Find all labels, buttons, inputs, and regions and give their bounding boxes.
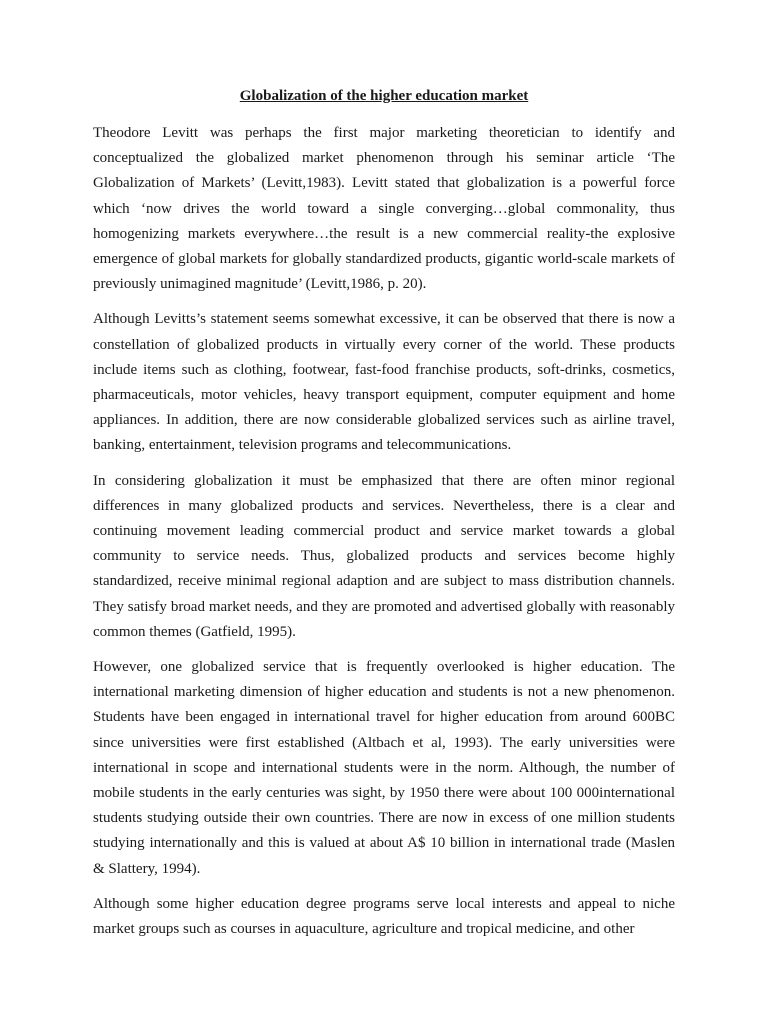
paragraph-niche-programs: Although some higher education degree programs serve local interests and appeal to niche market groups such as courses in aquaculture, agriculture and tropical medicine, and other	[93, 895, 675, 938]
paragraph-higher-education: However, one globalized service that is frequently overlooked is higher education. The international marketing dimension of higher education and students is not a new phenomenon. Students have been engaged in international travel for higher education from around 600BC since universities were first established (Altbach et al, 1993). The early universities were international in scope and international students were in the norm. Although, the number of mobile students in the early centuries was sight, by 1950 there were about 100 000international students studying outside their own countries. There are now in excess of one million students studying internationally and this is valued at about A$ 10 billion in international trade (Maslen & Slattery, 1994).	[93, 659, 675, 877]
paragraph-regional-differences: In considering globalization it must be emphasized that there are often minor regional differences in many globalized products and services. Nevertheless, there is a clear and continuing movement leading commercial product and service market towards a global community to service needs. Thus, globalized products and services become highly standardized, receive minimal regional adaption and are subject to mass distribution channels. They satisfy broad market needs, and they are promoted and advertised globally with reasonably common themes (Gatfield, 1995).	[93, 472, 675, 640]
paragraph-levitt: Theodore Levitt was perhaps the first major marketing theoretician to identify and conceptualized the globalized market phenomenon through his seminar article ‘The Globalization of Markets’ (Levitt,1983). Levitt stated that globalization is a powerful force which ‘now drives the world toward a single converging…global commonality, thus homogenizing markets everywhere…the result is a new commercial reality-the explosive emergence of global markets for globally standardized products, gigantic world-scale markets of previously unimagined magnitude’ (Levitt,1986, p. 20).	[93, 125, 675, 293]
document-body	[93, 121, 675, 952]
document-title: Globalization of the higher education market	[239, 88, 529, 104]
paragraph-globalized-products: Although Levitts’s statement seems somewhat excessive, it can be observed that there is now a constellation of globalized products in virtually every corner of the world. These products include items such as clothing, footwear, fast-food franchise products, soft-drinks, cosmetics, pharmaceuticals, motor vehicles, heavy transport equipment, computer equipment and home appliances. In addition, there are now considerable globalized services such as airline travel, banking, entertainment, television programs and telecommunications.	[93, 311, 675, 454]
